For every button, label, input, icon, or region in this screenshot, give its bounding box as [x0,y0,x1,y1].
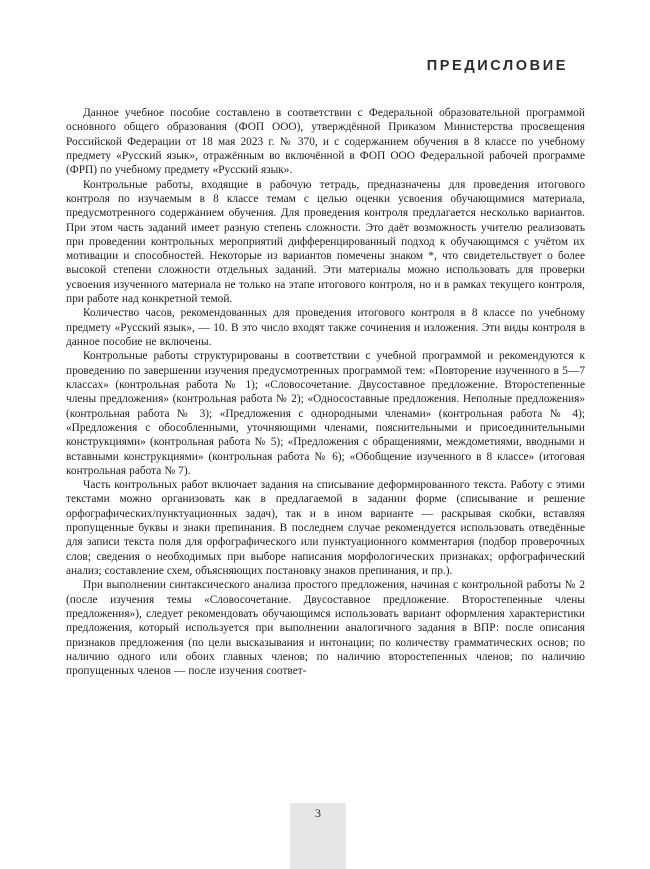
paragraph: Данное учебное пособие составлено в соответствии с Федеральной образовательной программой основного общего образования (ФОП ООО), утверждённой Приказом Министерства просвещения Российской Федерации от 18 мая 2023 г. № 370, и с содержанием обучения в 8 классе по учебному предмету «Русский язык», отражённым во включённой в ФОП ООО Федеральной рабочей программе (ФРП) по учебному предмету «Русский язык». [66,107,585,177]
running-head: ПРЕДИСЛОВИЕ [426,58,568,74]
paragraph: Контрольные работы структурированы в соответствии с учебной программой и рекомендуются к проведению по завершении изучения предусмотренных программой тем: «Повторение изученного в 5—7 классах» (контрольная работа № 1); «Словосочетание. Двусоставное предложение. Второстепенные члены предложения» (контрольная работа № 2); «Односоставные предложения. Неполные предложения» (контрольная работа № 3); «Предложения с однородными членами» (контрольная работа № 4); «Предложения с обособленными, уточняющими членами, пояснительными и присоединительными конструкциями» (контрольная работа № 5); «Предложения с обращениями, междометиями, вводными и вставными конструкциями» (контрольная работа № 6); «Обобщение изученного в 8 классе» (итоговая контрольная работа № 7). [66,350,585,477]
paragraph: Часть контрольных работ включает задания на списывание деформированного текста. Работу с этими текстами можно организовать как в предлагаемой в задании форме (списывание и решение орфографических/пунктуационных задач), так и в ином варианте — раскрывая скобки, вставляя пропущенные буквы и знаки препинания. В последнем случае рекомендуется использовать отведённые для записи текста поля для орфографического или пунктуационного комментария (подбор проверочных слов; сведения о необходимых при выборе написания морфологических признаках; орфографический анализ; составление схем, объясняющих постановку знаков препинания, и пр.). [66,479,585,577]
paragraph: Контрольные работы, входящие в рабочую тетрадь, предназначены для проведения итогового контроля по изучаемым в 8 классе темам с целью оценки усвоения обучающимися материала, предусмотренного содержанием обучения. Для проведения контроля предлагается несколько вариантов. При этом часть заданий имеет разную степень сложности. Это даёт возможность учителю реализовать при проведении контрольных мероприятий дифференцированный подход к обучающимся с учётом их мотивации и способностей. Некоторые из вариантов помечены знаком *, что свидетельствует о более высокой степени сложности отдельных заданий. Эти материалы можно использовать для проверки усвоения изученного материала не только на этапе итогового контроля, но и в рамках текущего контроля, при работе над конкретной темой. [66,178,585,306]
page-number: 3 [315,806,321,820]
paragraph: Количество часов, рекомендованных для проведения итогового контроля в 8 классе по учебному предмету «Русский язык», — 10. В это число входят также сочинения и изложения. Эти виды контроля в данное пособие не включены. [66,307,585,348]
paragraph: При выполнении синтаксического анализа простого предложения, начиная с контрольной работы № 2 (после изучения темы «Словосочетание. Двусоставное предложение. Второстепенные члены предложения»), следует рекомендовать обучающимся использовать вариант оформления характеристики предложения, который используется при выполнении аналогичного задания в ВПР: после описания признаков предложения (по цели высказывания и интонации; по количеству грамматических основ; по наличию одного или обоих главных членов; по наличию второстепенных членов; по наличию пропущенных членов — после изучения соответ- [66,579,585,678]
body-text-column [66,106,585,679]
